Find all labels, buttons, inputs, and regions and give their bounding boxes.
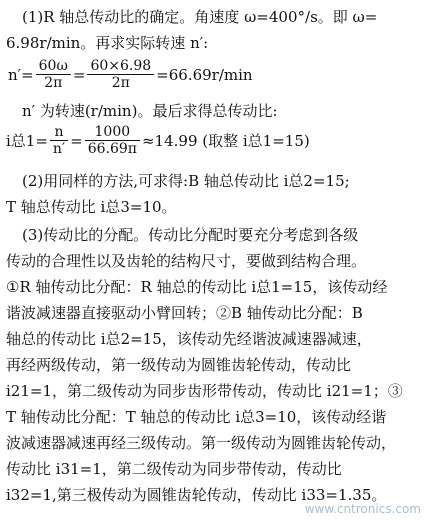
text-line: 传动的合理性以及齿轮的结构尺寸，要做到结构合理。 — [6, 252, 367, 270]
text-line: (1)R 轴总传动比的确定。角速度 ω=400°/s。即 ω= — [22, 8, 378, 26]
text-line: T 轴总传动比 i总3=10。 — [6, 198, 177, 216]
equals-sign: = — [72, 65, 86, 84]
fraction-numerator: 60×6.98 — [87, 58, 154, 75]
formula-ratio — [6, 124, 310, 157]
fraction — [50, 124, 68, 157]
formula-lhs: n′= — [8, 65, 34, 84]
fraction-numerator: 1000 — [85, 124, 140, 141]
text-line: (3)传动比的分配。传动比分配时要充分考虑到各级 — [22, 226, 359, 244]
text-line: 轴总的传动比 i总2=15，该传动先经谐波减速器减速， — [6, 330, 372, 348]
text-line: 传动比 i31=1，第二级传动为同步带传动，传动比 — [6, 460, 342, 478]
fraction-numerator: n — [50, 124, 68, 141]
fraction-denominator: 2π — [44, 75, 63, 91]
fraction-denominator: n′ — [52, 141, 66, 157]
text-line: i21=1，第二级传动为同步齿形带传动，传动比 i21=1；③ — [6, 382, 403, 400]
watermark: www.cntronics.com — [304, 502, 421, 516]
fraction — [85, 124, 140, 157]
formula-speed — [8, 58, 253, 91]
formula-rhs: =66.69r/min — [156, 65, 253, 84]
text-line: i32=1,第三极传动为圆锥齿轮传动，传动比 i33=1.35。 — [6, 486, 387, 504]
text-line: ①R 轴传动比分配：R 轴总的传动比 i总1=15，该传动经 — [6, 278, 388, 296]
formula-lhs: i总1= — [6, 131, 48, 150]
text-line: 波减速器减速再经三级传动。第一级传动为圆锥齿轮传动， — [6, 434, 397, 452]
fraction — [87, 58, 154, 91]
text-line: 6.98r/min。再求实际转速 n′: — [6, 34, 209, 52]
fraction — [36, 58, 71, 91]
formula-rhs: ≈14.99 (取整 i总1=15) — [141, 131, 310, 150]
text-line: T 轴传动比分配：T 轴总的传动比 i总3=10，该传动经谐 — [6, 408, 387, 426]
text-line: n′ 为转速(r/min)。最后求得总传动比: — [22, 102, 278, 120]
text-line: 再经两级传动，第一级传动为圆锥齿轮传动，传动比 — [6, 356, 352, 374]
text-line: (2)用同样的方法,可求得:B 轴总传动比 i总2=15; — [22, 172, 350, 190]
fraction-denominator: 2π — [111, 75, 130, 91]
fraction-numerator: 60ω — [36, 58, 71, 75]
text-line: 谐波减速器直接驱动小臂回转；②B 轴传动比分配：B — [6, 304, 363, 322]
fraction-denominator: 66.69π — [87, 141, 137, 157]
equals-sign: = — [70, 131, 83, 150]
